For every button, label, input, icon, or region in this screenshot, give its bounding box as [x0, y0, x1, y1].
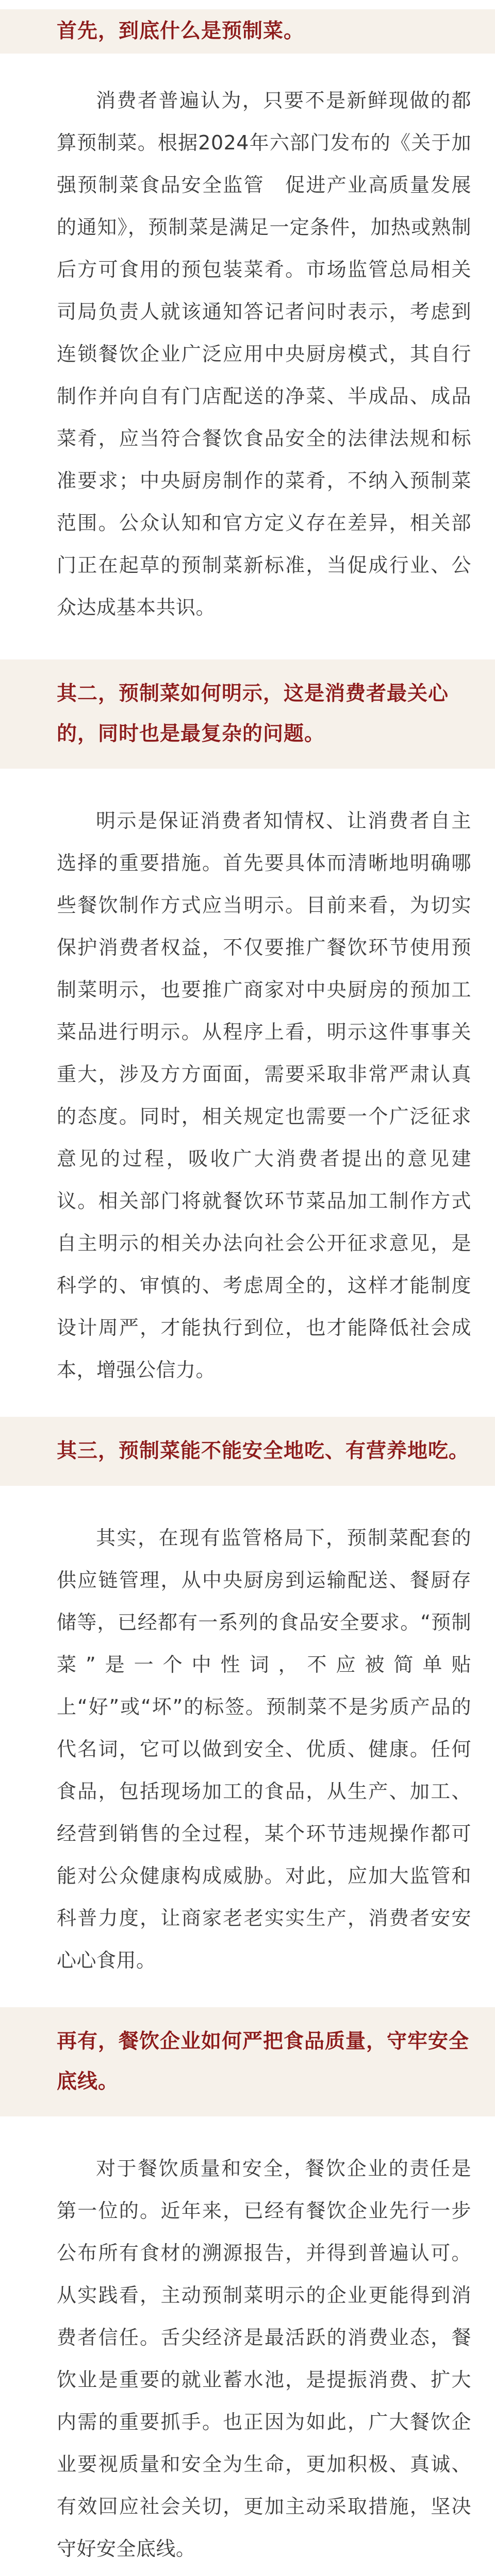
- section-heading-4: 再有，餐饮企业如何严把食品质量，守牢安全底线。: [0, 2007, 495, 2116]
- section-paragraph-1: 消费者普遍认为，只要不是新鲜现做的都算预制菜。根据2024年六部门发布的《关于加强预制菜食品安全监管 促进产业高质量发展的通知》，预制菜是满足一定条件，加热或熟制后方可食用的预包装菜肴。市场监管总局相关司局负责人就该通知答记者问时表示，考虑到连锁餐饮企业广泛应用中央厨房模式，其自行制作并向自有门店配送的净菜、半成品、成品菜肴，应当符合餐饮食品安全的法律法规和标准要求；中央厨房制作的菜肴，不纳入预制菜范围。公众认知和官方定义存在差异，相关部门正在起草的预制菜新标准，当促成行业、公众达成基本共识。: [57, 89, 471, 619]
- section-paragraph-3: 其实，在现有监管格局下，预制菜配套的供应链管理，从中央厨房到运输配送、餐厨存储等，已经都有一系列的食品安全要求。“预制菜”是一个中性词，不应被简单贴上“好”或“坏”的标签。预制菜不是劣质产品的代名词，它可以做到安全、优质、健康。任何食品，包括现场加工的食品，从生产、加工、经营到销售的全过程，某个环节违规操作都可能对公众健康构成威胁。对此，应加大监管和科普力度，让商家老老实实生产，消费者安安心心食用。: [57, 1527, 471, 1972]
- section-heading-3: 其三，预制菜能不能安全地吃、有营养地吃。: [0, 1417, 495, 1486]
- section-heading-1: 首先，到底什么是预制菜。: [0, 9, 495, 54]
- section-heading-2: 其二，预制菜如何明示，这是消费者最关心的，同时也是最复杂的问题。: [0, 659, 495, 769]
- section-paragraph-2: 明示是保证消费者知情权、让消费者自主选择的重要措施。首先要具体而清晰地明确哪些餐饮制作方式应当明示。目前来看，为切实保护消费者权益，不仅要推广餐饮环节使用预制菜明示，也要推广商家对中央厨房的预加工菜品进行明示。从程序上看，明示这件事事关重大，涉及方方面面，需要采取非常严肃认真的态度。同时，相关规定也需要一个广泛征求意见的过程，吸收广大消费者提出的意见建议。相关部门将就餐饮环节菜品加工制作方式自主明示的相关办法向社会公开征求意见，是科学的、审慎的、考虑周全的，这样才能制度设计周严，才能执行到位，也才能降低社会成本，增强公信力。: [57, 809, 471, 1381]
- article: [0, 9, 495, 2560]
- section-paragraph-4: 对于餐饮质量和安全，餐饮企业的责任是第一位的。近年来，已经有餐饮企业先行一步公布所有食材的溯源报告，并得到普遍认可。从实践看，主动预制菜明示的企业更能得到消费者信任。舌尖经济是最活跃的消费业态，餐饮业是重要的就业蓄水池，是提振消费、扩大内需的重要抓手。也正因为如此，广大餐饮企业要视质量和安全为生命，更加积极、真诚、有效回应社会关切，更加主动采取措施，坚决守好安全底线。: [57, 2157, 471, 2560]
